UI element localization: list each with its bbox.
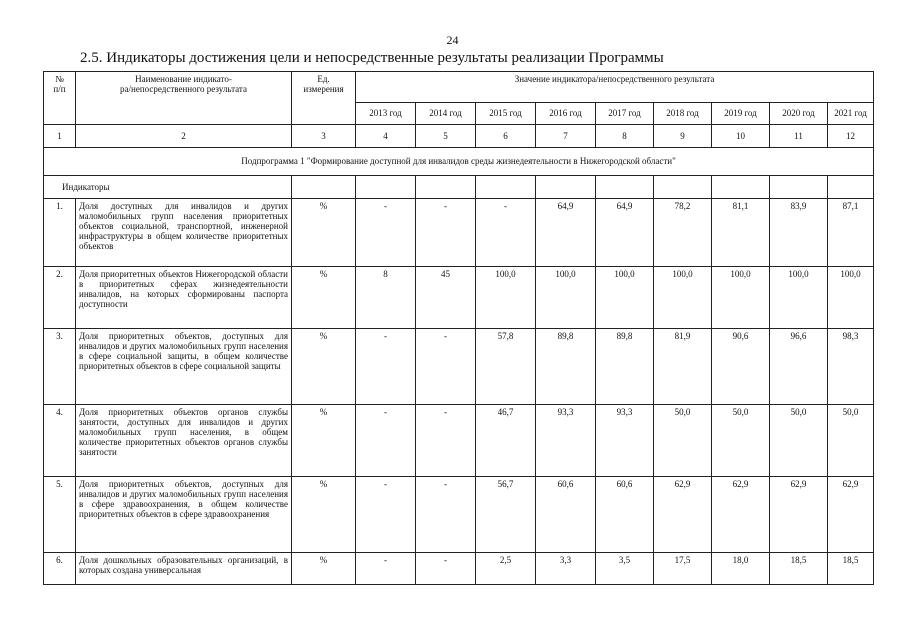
value-cell: 50,0 bbox=[712, 405, 770, 477]
empty-cell bbox=[292, 176, 356, 199]
value-cell: 81,1 bbox=[712, 199, 770, 267]
value-cell: - bbox=[356, 477, 416, 553]
value-cell: 2,5 bbox=[476, 553, 536, 585]
indicator-name: Доля приоритетных объектов, доступных для инвалидов и других маломобильных групп населения в сфере социальной защиты, в общем количестве приоритетных объектов в сфере социальной защиты bbox=[76, 329, 292, 405]
value-cell: 93,3 bbox=[536, 405, 596, 477]
unit-cell: % bbox=[292, 329, 356, 405]
value-cell: 18,0 bbox=[712, 553, 770, 585]
value-cell: 93,3 bbox=[596, 405, 654, 477]
header-unit: Ед. измерения bbox=[292, 72, 356, 125]
value-cell: 50,0 bbox=[828, 405, 874, 477]
header-year: 2020 год bbox=[770, 103, 828, 125]
column-number: 5 bbox=[416, 125, 476, 148]
unit-cell: % bbox=[292, 199, 356, 267]
value-cell: 81,9 bbox=[654, 329, 712, 405]
value-cell: 17,5 bbox=[654, 553, 712, 585]
value-cell: 64,9 bbox=[536, 199, 596, 267]
table-header-row bbox=[44, 72, 874, 103]
table-row bbox=[44, 405, 874, 477]
header-value-group: Значение индикатора/непосредственного результата bbox=[356, 72, 874, 103]
indicator-name: Доля приоритетных объектов органов службы занятости, доступных для инвалидов и других маломобильных групп населения, в общем количестве приоритетных объектов органов службы занятости bbox=[76, 405, 292, 477]
unit-cell: % bbox=[292, 477, 356, 553]
empty-cell bbox=[828, 176, 874, 199]
value-cell: 100,0 bbox=[770, 267, 828, 329]
empty-cell bbox=[654, 176, 712, 199]
value-cell: - bbox=[416, 199, 476, 267]
column-number: 8 bbox=[596, 125, 654, 148]
row-number: 2. bbox=[44, 267, 76, 329]
column-number: 1 bbox=[44, 125, 76, 148]
value-cell: 3,3 bbox=[536, 553, 596, 585]
table-row bbox=[44, 329, 874, 405]
column-number: 7 bbox=[536, 125, 596, 148]
header-year: 2014 год bbox=[416, 103, 476, 125]
value-cell: 62,9 bbox=[712, 477, 770, 553]
unit-cell: % bbox=[292, 405, 356, 477]
section-title: 2.5. Индикаторы достижения цели и непосредственные результаты реализации Программы bbox=[80, 50, 664, 66]
value-cell: - bbox=[356, 553, 416, 585]
header-year: 2021 год bbox=[828, 103, 874, 125]
row-number: 6. bbox=[44, 553, 76, 585]
empty-cell bbox=[416, 176, 476, 199]
value-cell: 62,9 bbox=[828, 477, 874, 553]
value-cell: 56,7 bbox=[476, 477, 536, 553]
value-cell: - bbox=[476, 199, 536, 267]
indicator-name: Доля приоритетных объектов, доступных для инвалидов и других маломобильных групп населения в сфере здравоохранения, в общем количестве приоритетных объектов в сфере здравоохранения bbox=[76, 477, 292, 553]
value-cell: 87,1 bbox=[828, 199, 874, 267]
value-cell: - bbox=[416, 329, 476, 405]
header-name: Наименование индикато- ра/непосредственного результата bbox=[76, 72, 292, 125]
value-cell: 100,0 bbox=[536, 267, 596, 329]
value-cell: - bbox=[416, 553, 476, 585]
value-cell: 100,0 bbox=[476, 267, 536, 329]
value-cell: 83,9 bbox=[770, 199, 828, 267]
row-number: 4. bbox=[44, 405, 76, 477]
row-number: 5. bbox=[44, 477, 76, 553]
empty-cell bbox=[770, 176, 828, 199]
value-cell: - bbox=[356, 199, 416, 267]
value-cell: - bbox=[416, 477, 476, 553]
unit-cell: % bbox=[292, 267, 356, 329]
value-cell: 64,9 bbox=[596, 199, 654, 267]
indicators-label: Индикаторы bbox=[44, 176, 292, 199]
value-cell: - bbox=[416, 405, 476, 477]
value-cell: 96,6 bbox=[770, 329, 828, 405]
value-cell: 100,0 bbox=[828, 267, 874, 329]
page-number: 24 bbox=[446, 33, 459, 47]
value-cell: - bbox=[356, 329, 416, 405]
empty-cell bbox=[356, 176, 416, 199]
value-cell: 8 bbox=[356, 267, 416, 329]
value-cell: 60,6 bbox=[536, 477, 596, 553]
value-cell: 78,2 bbox=[654, 199, 712, 267]
empty-cell bbox=[712, 176, 770, 199]
empty-cell bbox=[476, 176, 536, 199]
value-cell: 90,6 bbox=[712, 329, 770, 405]
subprogram-title: Подпрограмма 1 "Формирование доступной для инвалидов среды жизнедеятельности в Нижегородской области" bbox=[44, 148, 874, 176]
column-number: 2 bbox=[76, 125, 292, 148]
value-cell: 100,0 bbox=[712, 267, 770, 329]
value-cell: 3,5 bbox=[596, 553, 654, 585]
header-year: 2018 год bbox=[654, 103, 712, 125]
indicator-name: Доля доступных для инвалидов и других маломобильных групп населения приоритетных объектов социальной, транспортной, инженерной инфраструктуры в общем количестве приоритетных объектов bbox=[76, 199, 292, 267]
row-number: 1. bbox=[44, 199, 76, 267]
table-row bbox=[44, 199, 874, 267]
value-cell: 18,5 bbox=[770, 553, 828, 585]
value-cell: 98,3 bbox=[828, 329, 874, 405]
value-cell: - bbox=[356, 405, 416, 477]
column-number: 11 bbox=[770, 125, 828, 148]
column-number: 9 bbox=[654, 125, 712, 148]
value-cell: 50,0 bbox=[770, 405, 828, 477]
subprogram-row bbox=[44, 148, 874, 176]
value-cell: 50,0 bbox=[654, 405, 712, 477]
header-year: 2015 год bbox=[476, 103, 536, 125]
header-year: 2019 год bbox=[712, 103, 770, 125]
value-cell: 18,5 bbox=[828, 553, 874, 585]
value-cell: 89,8 bbox=[536, 329, 596, 405]
column-number: 6 bbox=[476, 125, 536, 148]
value-cell: 45 bbox=[416, 267, 476, 329]
column-number: 3 bbox=[292, 125, 356, 148]
unit-cell: % bbox=[292, 553, 356, 585]
column-number-row bbox=[44, 125, 874, 148]
indicators-label-row bbox=[44, 176, 874, 199]
table-row bbox=[44, 553, 874, 585]
value-cell: 62,9 bbox=[654, 477, 712, 553]
header-year: 2017 год bbox=[596, 103, 654, 125]
empty-cell bbox=[536, 176, 596, 199]
value-cell: 60,6 bbox=[596, 477, 654, 553]
table-row bbox=[44, 477, 874, 553]
value-cell: 100,0 bbox=[596, 267, 654, 329]
column-number: 12 bbox=[828, 125, 874, 148]
indicator-name: Доля дошкольных образовательных организаций, в которых создана универсальная bbox=[76, 553, 292, 585]
row-number: 3. bbox=[44, 329, 76, 405]
column-number: 4 bbox=[356, 125, 416, 148]
value-cell: 89,8 bbox=[596, 329, 654, 405]
column-number: 10 bbox=[712, 125, 770, 148]
value-cell: 46,7 bbox=[476, 405, 536, 477]
indicators-table bbox=[43, 71, 874, 585]
indicator-name: Доля приоритетных объектов Нижегородской области в приоритетных сферах жизнедеятельности инвалидов, на которых сформированы паспорта доступности bbox=[76, 267, 292, 329]
header-num: № п/п bbox=[44, 72, 76, 125]
header-year: 2013 год bbox=[356, 103, 416, 125]
empty-cell bbox=[596, 176, 654, 199]
value-cell: 100,0 bbox=[654, 267, 712, 329]
value-cell: 57,8 bbox=[476, 329, 536, 405]
header-year: 2016 год bbox=[536, 103, 596, 125]
value-cell: 62,9 bbox=[770, 477, 828, 553]
table-row bbox=[44, 267, 874, 329]
